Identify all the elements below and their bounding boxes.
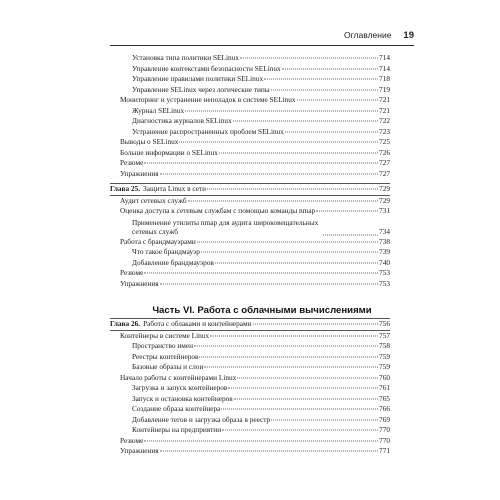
toc-entry-page: 718 [379,74,390,83]
toc-entry-label: Реестры контейнеров [132,351,199,361]
chapter-title: Защита Linux в сети [143,184,207,193]
toc-entry[interactable] [110,446,390,457]
toc-entry-label: Контейнеры на предприятии [132,425,222,434]
toc-entry-page: 766 [379,404,390,413]
toc-entry-page: 727 [379,168,390,178]
leader-dots [160,173,378,174]
toc-entry[interactable] [110,137,390,148]
leader-dots [264,79,378,80]
toc-entry[interactable] [110,148,390,159]
toc-entry-page: 725 [379,137,390,146]
toc-block-chapter26 [110,318,390,457]
toc-entry-label: Упражнения [120,446,159,455]
leader-dots [207,189,378,190]
toc-entry-page: 760 [379,372,390,382]
toc-entry-page: 722 [379,116,390,125]
leader-dots [144,163,378,164]
toc-entry[interactable] [110,394,390,405]
toc-entry-label: Журнал SELinux [132,105,185,115]
toc-entry[interactable] [110,352,390,363]
toc-entry-page: 753 [379,268,390,277]
toc-entry-label: Пространство имен [132,341,194,350]
chapter-number: Глава 25. [110,184,141,193]
toc-entry-page: 761 [379,383,390,392]
leader-dots [144,273,378,274]
toc-entry-label: Мониторинг и устранение неполадок в системе SELinux [120,95,296,104]
toc-entry-page: 731 [379,206,390,215]
leader-dots [323,234,378,235]
toc-entry[interactable] [110,362,390,373]
toc-entry[interactable] [110,425,390,436]
toc-entry-page: 734 [379,227,390,236]
toc-entry-label: Устранение распространенных проблем SELinux [132,126,284,136]
toc-entry-page: 765 [379,393,390,403]
toc-entry-page: 719 [379,84,390,94]
running-header [110,30,414,44]
toc-entry-label: Базовые образы и слои [132,362,204,371]
leader-dots [199,356,378,357]
leader-dots [221,409,378,410]
leader-dots [234,398,378,399]
toc-chapter-entry[interactable] [110,184,390,195]
toc-entry[interactable] [110,106,390,117]
toc-entry-label: Управление контекстами безопасности SELinux [132,63,281,73]
chapter-number: Глава 26. [110,319,141,328]
toc-entry-label: Контейнеры в системе Linux [120,330,210,340]
toc-block-chapter24-continued [110,53,390,179]
leader-dots [285,131,378,132]
toc-entry-page: 757 [379,330,390,340]
toc-entry[interactable] [110,158,390,169]
toc-entry-page: 721 [379,105,390,115]
toc-entry-label: Запуск и остановка контейнеров [132,393,233,403]
toc-entry[interactable] [110,404,390,415]
leader-dots [282,68,378,69]
toc-entry[interactable] [110,127,390,138]
toc-entry-label: Работа с брандмауэрами [120,236,196,246]
toc-entry-label: Добавление тегов и загрузка образа в реестр [132,414,271,424]
toc-entry-label: Что такое брандмауэр [132,247,200,256]
toc-entry-page: 723 [379,126,390,136]
leader-dots [253,324,379,325]
toc-entry-label: Создание образа контейнера [132,404,221,413]
leader-dots [204,367,378,368]
toc-entry-page: 759 [379,362,390,371]
toc-entry[interactable] [110,383,390,394]
chapter-title: Работа с облаками и контейнерами [143,319,252,328]
leader-dots [194,346,378,347]
leader-dots [222,430,378,431]
leader-dots [297,100,379,101]
leader-dots [185,110,378,111]
toc-entry-page: 759 [379,351,390,361]
toc-entry[interactable] [110,279,390,290]
toc-entry[interactable] [110,237,390,248]
toc-entry[interactable] [110,341,390,352]
part-title: Часть VI. Работа с облачными вычислениями [152,305,372,316]
toc-entry[interactable] [110,196,390,207]
toc-block-chapter25 [110,183,390,289]
toc-entry-page: 769 [379,414,390,424]
toc-entry-label: Управление правилами политики SELinux [132,74,264,83]
toc-entry[interactable] [110,415,390,426]
leader-dots [271,419,378,420]
toc-entry[interactable] [110,95,390,106]
leader-dots [210,335,378,336]
toc-entry-page: 771 [379,446,390,455]
toc-entry-page: 714 [379,53,390,62]
toc-entry[interactable] [110,169,390,180]
leader-dots [160,451,378,452]
toc-entry-label: Загрузка и запуск контейнеров [132,383,228,392]
toc-entry-label: Резюме [120,158,144,167]
toc-entry[interactable] [110,268,390,279]
leader-dots [160,283,378,284]
toc-entry-page: 740 [379,257,390,267]
toc-entry-label: Аудит сетевых служб [120,195,187,205]
toc-entry[interactable] [110,217,390,237]
header-title: Оглавление [344,30,392,40]
toc-entry-label: Установка типа политики SELinux [132,53,239,62]
leader-dots [237,377,378,378]
toc-entry[interactable] [110,74,390,85]
leader-dots [144,440,378,441]
toc-entry[interactable] [110,247,390,258]
leader-dots [316,211,378,212]
leader-dots [179,142,378,143]
toc-entry-label: Резюме [120,435,144,445]
toc-entry-label: Упражнения [120,278,159,288]
header-rule [110,45,414,46]
toc-entry-label: Управление SELinux через логические типы [132,84,270,94]
leader-dots [188,200,378,201]
leader-dots [219,152,378,153]
toc-chapter-entry[interactable] [110,319,390,330]
toc-entry[interactable] [110,331,390,342]
leader-dots [271,89,378,90]
toc-entry-label: Резюме [120,268,144,277]
toc-entry[interactable] [110,53,390,64]
toc-entry[interactable] [110,258,390,269]
leader-dots [240,58,378,59]
toc-entry-page: 721 [379,95,390,104]
toc-entry-page: 770 [379,425,390,434]
toc-entry-page: 729 [379,184,390,193]
toc-entry[interactable] [110,436,390,447]
toc-entry-page: 739 [379,247,390,256]
toc-entry-label: Применение утилиты nmap для аудита широковещательных сетевых служб [132,217,319,236]
toc-entry-page: 770 [379,435,390,445]
toc-entry-label: Диагностика журналов SELinux [132,116,232,125]
toc-entry[interactable] [110,85,390,96]
toc-entry-page: 714 [379,63,390,73]
toc-entry-label: Упражнения [120,168,159,178]
toc-entry-label: Больше информации о SELinux [120,147,218,157]
toc-entry[interactable] [110,206,390,217]
leader-dots [197,241,378,242]
toc-entry[interactable] [110,116,390,127]
toc-entry-page: 727 [379,158,390,167]
toc-entry-label: Выводы о SELinux [120,137,179,146]
leader-dots [228,388,378,389]
toc-entry[interactable] [110,373,390,384]
toc-entry-page: 758 [379,341,390,350]
toc-entry-label: Начало работы с контейнерами Linux [120,372,237,382]
toc-entry-page: 756 [379,319,390,328]
toc-entry-page: 729 [379,195,390,205]
toc-entry-label: Добавление брандмауэров [132,257,214,267]
leader-dots [201,252,378,253]
leader-dots [215,262,378,263]
toc-entry[interactable] [110,64,390,75]
header-page-number: 19 [403,30,414,41]
toc-entry-label: Оценка доступа к сетевым службам с помощью команды nmap [120,206,316,215]
toc-entry-page: 726 [379,147,390,157]
toc-entry-page: 753 [379,278,390,288]
leader-dots [233,121,378,122]
toc-entry-page: 738 [379,236,390,246]
